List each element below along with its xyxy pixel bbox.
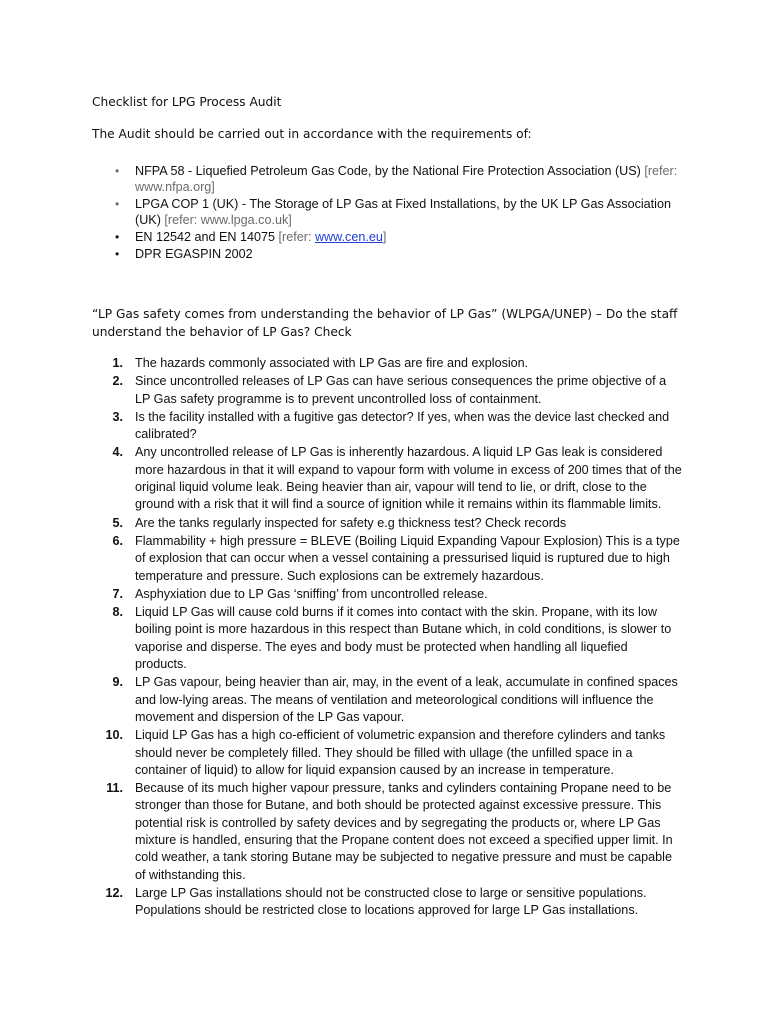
cen-link[interactable]: www.cen.eu — [314, 230, 383, 244]
reference-list — [92, 163, 682, 262]
checklist-item — [92, 444, 682, 513]
item-number: 1. — [112, 356, 123, 370]
reference-item — [92, 163, 682, 195]
reference-source: [refer: www.nfpa.org] — [135, 164, 678, 194]
item-number: 12. — [105, 885, 123, 900]
item-text: Are the tanks regularly inspected for safety e.g thickness test? Check records — [135, 515, 567, 530]
item-text: Liquid LP Gas has a high co-efficient of volumetric expansion and therefore cylinders and tanks should never be completely filled. They should be filled with ullage (the unfilled space in a container of liquid) to allow for liquid expansion caused by an increase in temperature. — [135, 728, 666, 777]
item-text: Large LP Gas installations should not be constructed close to large or sensitive populations. Populations should be restricted close to locations approved for large LP Gas installations. — [135, 885, 647, 918]
bullet-icon: • — [115, 164, 120, 178]
reference-text: DPR EGASPIN 2002 — [135, 247, 253, 261]
item-number: 7. — [112, 586, 123, 601]
item-number: 9. — [112, 675, 123, 690]
reference-text: EN 12542 and EN 14075 — [135, 230, 276, 244]
checklist-item — [92, 355, 682, 372]
item-number: 6. — [112, 533, 123, 548]
checklist-item — [92, 586, 682, 603]
checklist-item — [92, 780, 682, 884]
checklist-item — [92, 674, 682, 726]
item-number: 10. — [105, 728, 123, 743]
question-heading: “LP Gas safety comes from understanding the behavior of LP Gas” (WLPGA/UNEP) – Do the staff understand the behavior of LP Gas? Check — [92, 307, 678, 339]
item-text: Since uncontrolled releases of LP Gas can have serious consequences the prime objective of a LP Gas safety programme is to prevent uncontrolled loss of containment. — [135, 374, 667, 406]
reference-text: NFPA 58 - Liquefied Petroleum Gas Code, by the National Fire Protection Association (US) — [135, 164, 641, 178]
checklist-item — [92, 727, 682, 779]
checklist-item — [92, 373, 682, 408]
reference-source: [refer: www.lpga.co.uk] — [164, 213, 292, 227]
checklist-item — [92, 409, 682, 444]
checklist-item — [92, 515, 682, 532]
checklist — [92, 355, 682, 920]
checklist-item — [92, 885, 682, 920]
item-text: Flammability + high pressure = BLEVE (Boiling Liquid Expanding Vapour Explosion) This is a type of explosion that can occur when a vessel containing a pressurised liquid is ruptured due to high temperature and pressure. Such explosions can be extremely hazardous. — [135, 533, 680, 583]
item-number: 8. — [112, 605, 123, 620]
reference-item — [92, 196, 682, 228]
item-text: Asphyxiation due to LP Gas ‘sniffing’ from uncontrolled release. — [135, 586, 488, 601]
reference-source-prefix: [refer: — [278, 230, 315, 244]
item-text: Any uncontrolled release of LP Gas is inherently hazardous. A liquid LP Gas leak is considered more hazardous in that it will expand to vapour form with volume in excess of 200 times that of the original liquid volume leak. Being heavier than air, vapour will tend to lie, or drift, close to the ground with a risk that it will find a source of ignition while it remains within its flammable limits. — [135, 445, 682, 512]
item-text: The hazards commonly associated with LP Gas are fire and explosion. — [135, 356, 529, 370]
checklist-item — [92, 604, 682, 673]
item-number: 3. — [112, 409, 123, 424]
bullet-icon: • — [115, 230, 120, 244]
reference-source-suffix: ] — [382, 230, 387, 244]
intro-heading: The Audit should be carried out in accordance with the requirements of: — [92, 126, 532, 141]
item-number: 11. — [106, 781, 123, 796]
reference-item — [92, 246, 682, 262]
item-number: 5. — [112, 515, 123, 530]
bullet-icon: • — [115, 247, 120, 261]
item-text: Liquid LP Gas will cause cold burns if it comes into contact with the skin. Propane, with its low boiling point is more hazardous in this respect than Butane which, in cold conditions, is slower to vaporise and disperse. The eyes and body must be protected when handling all liquefied products. — [135, 605, 672, 672]
bullet-icon: • — [115, 197, 120, 211]
reference-item — [92, 229, 682, 245]
item-number: 2. — [112, 374, 123, 389]
document-title: Checklist for LPG Process Audit — [92, 95, 282, 109]
item-text: Because of its much higher vapour pressure, tanks and cylinders containing Propane need to be stronger than those for Butane, and both should be protected against excessive pressure. This potential risk is controlled by safety devices and by segregating the products or, where LP Gas mixture is handled, ensuring that the Propane content does not exceed a specified upper limit. In cold weather, a tank storing Butane may be subjected to negative pressure and must be capable of withstanding this. — [135, 781, 673, 882]
item-text: Is the facility installed with a fugitive gas detector? If yes, when was the device last checked and calibrated? — [135, 409, 670, 442]
reference-text: LPGA COP 1 (UK) - The Storage of LP Gas at Fixed Installations, by the UK LP Gas Association (UK) — [135, 197, 671, 227]
item-text: LP Gas vapour, being heavier than air, may, in the event of a leak, accumulate in confined spaces and low-lying areas. The means of ventilation and meteorological conditions will influence the movement and dispersion of the LP Gas vapour. — [135, 675, 678, 724]
checklist-item — [92, 533, 682, 585]
item-number: 4. — [112, 445, 123, 460]
